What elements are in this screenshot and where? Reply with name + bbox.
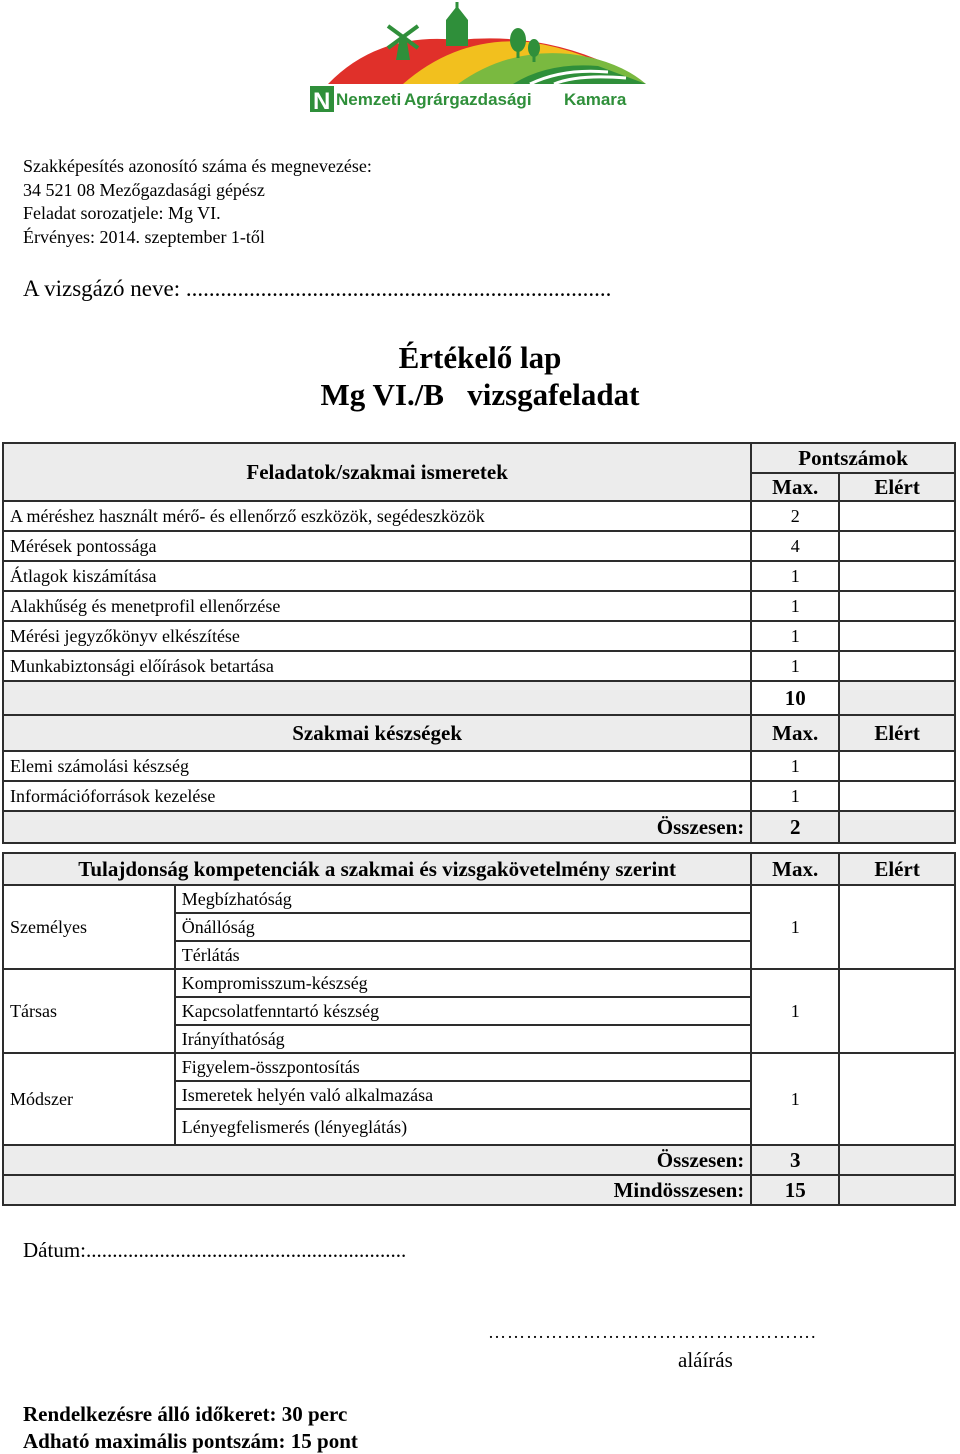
exam-info-line: Feladat sorozatjele: Mg VI.: [23, 203, 221, 223]
competency-item: Önállóság: [175, 913, 752, 941]
max-value: 1: [751, 651, 839, 681]
table-row: [3, 591, 955, 621]
max-column-header: Max.: [751, 715, 839, 751]
max-column-header: Max.: [751, 473, 839, 501]
table-row: [3, 781, 955, 811]
max-value: 1: [751, 885, 839, 969]
table-row: [3, 651, 955, 681]
competency-row: [3, 885, 955, 913]
elert-cell[interactable]: [839, 501, 955, 531]
task-label: A méréshez használt mérő- és ellenőrző eszközök, segédeszközök: [3, 501, 751, 531]
table-row: [3, 501, 955, 531]
elert-cell[interactable]: [839, 651, 955, 681]
page-subtitle: Mg VI./B vizsgafeladat: [320, 377, 640, 412]
competency-item: Térlátás: [175, 941, 752, 969]
elert-cell[interactable]: [839, 885, 955, 969]
exam-info-line: Érvényes: 2014. szeptember 1-től: [23, 226, 265, 247]
table-row: [3, 531, 955, 561]
competency-group: Személyes: [3, 885, 175, 969]
elert-cell[interactable]: [839, 531, 955, 561]
exam-info-line: Szakképesítés azonosító száma és megnevezése:: [23, 156, 372, 176]
section2-header: Szakmai készségek: [3, 715, 751, 751]
max-value: 1: [751, 781, 839, 811]
competency-group: Társas: [3, 969, 175, 1053]
task-label: Elemi számolási készség: [3, 751, 751, 781]
grand-total-elert[interactable]: [839, 1175, 955, 1205]
task-label: Információforrások kezelése: [3, 781, 751, 811]
elert-cell[interactable]: [839, 621, 955, 651]
svg-text:N: N: [313, 88, 331, 114]
competency-item: Figyelem-összpontosítás: [175, 1053, 752, 1081]
section2-total: 2: [751, 811, 839, 843]
grand-total: 15: [751, 1175, 839, 1205]
max-value: 1: [751, 591, 839, 621]
max-value: 1: [751, 969, 839, 1053]
table-row: [3, 561, 955, 591]
time-limit-note: Rendelkezésre álló időkeret: 30 perc: [23, 1402, 348, 1426]
competency-item: Ismeretek helyén való alkalmazása: [175, 1081, 752, 1109]
competency-item: Megbízhatóság: [175, 885, 752, 913]
task-label: Mérési jegyzőkönyv elkészítése: [3, 621, 751, 651]
logo-church-icon: [446, 2, 468, 46]
grand-total-label: Mindösszesen:: [3, 1175, 751, 1205]
competency-group: Módszer: [3, 1053, 175, 1145]
section2-total-label: Összesen:: [3, 811, 751, 843]
section2-total-elert[interactable]: [839, 811, 955, 843]
section1-header: Feladatok/szakmai ismeretek: [3, 443, 751, 501]
signature-label: aláírás: [678, 1348, 733, 1372]
logo-text-kamara: Kamara: [564, 90, 627, 109]
task-label: Munkabiztonsági előírások betartása: [3, 651, 751, 681]
elert-column-header: Elért: [839, 715, 955, 751]
competency-row: [3, 969, 955, 997]
points-header: Pontszámok: [751, 443, 955, 473]
competency-item: Irányíthatóság: [175, 1025, 752, 1053]
section3-header: Tulajdonság kompetenciák a szakmai és vizsgakövetelmény szerint: [3, 853, 751, 885]
signature-line[interactable]: …………………………………………….: [488, 1322, 817, 1342]
section1-total-elert[interactable]: [839, 681, 955, 715]
exam-info: [23, 155, 372, 249]
table-row: [3, 751, 955, 781]
nak-logo: [308, 2, 648, 114]
table-row: [3, 621, 955, 651]
elert-cell[interactable]: [839, 751, 955, 781]
elert-cell[interactable]: [839, 969, 955, 1053]
logo-text-agrar: Agrárgazdasági: [404, 90, 532, 109]
max-value: 1: [751, 1053, 839, 1145]
section1-total-label: [3, 681, 751, 715]
task-label: Átlagok kiszámítása: [3, 561, 751, 591]
page-title: Értékelő lap: [398, 340, 562, 375]
max-value: 4: [751, 531, 839, 561]
section3-total-elert[interactable]: [839, 1145, 955, 1175]
elert-cell[interactable]: [839, 591, 955, 621]
competency-item: Lényegfelismerés (lényeglátás): [175, 1109, 752, 1145]
max-column-header: Max.: [751, 853, 839, 885]
section3-total-label: Összesen:: [3, 1145, 751, 1175]
elert-cell[interactable]: [839, 781, 955, 811]
max-points-note: Adható maximális pontszám: 15 pont: [23, 1429, 358, 1453]
elert-column-header: Elért: [839, 473, 955, 501]
elert-column-header: Elért: [839, 853, 955, 885]
date-field[interactable]: Dátum:.............................................................: [23, 1238, 407, 1262]
max-value: 2: [751, 501, 839, 531]
task-label: Alakhűség és menetprofil ellenőrzése: [3, 591, 751, 621]
evaluation-table: [2, 442, 956, 1206]
max-value: 1: [751, 751, 839, 781]
competency-item: Kompromisszum-készség: [175, 969, 752, 997]
max-value: 1: [751, 561, 839, 591]
competency-row: [3, 1053, 955, 1081]
max-value: 1: [751, 621, 839, 651]
elert-cell[interactable]: [839, 561, 955, 591]
exam-info-line: 34 521 08 Mezőgazdasági gépész: [23, 179, 265, 200]
candidate-name-field[interactable]: A vizsgázó neve: ..........................................................................: [23, 276, 612, 301]
section3-total: 3: [751, 1145, 839, 1175]
elert-cell[interactable]: [839, 1053, 955, 1145]
logo-text-nemzeti: Nemzeti: [336, 90, 402, 109]
task-label: Mérések pontossága: [3, 531, 751, 561]
section1-total: 10: [751, 681, 839, 715]
competency-item: Kapcsolatfenntartó készség: [175, 997, 752, 1025]
